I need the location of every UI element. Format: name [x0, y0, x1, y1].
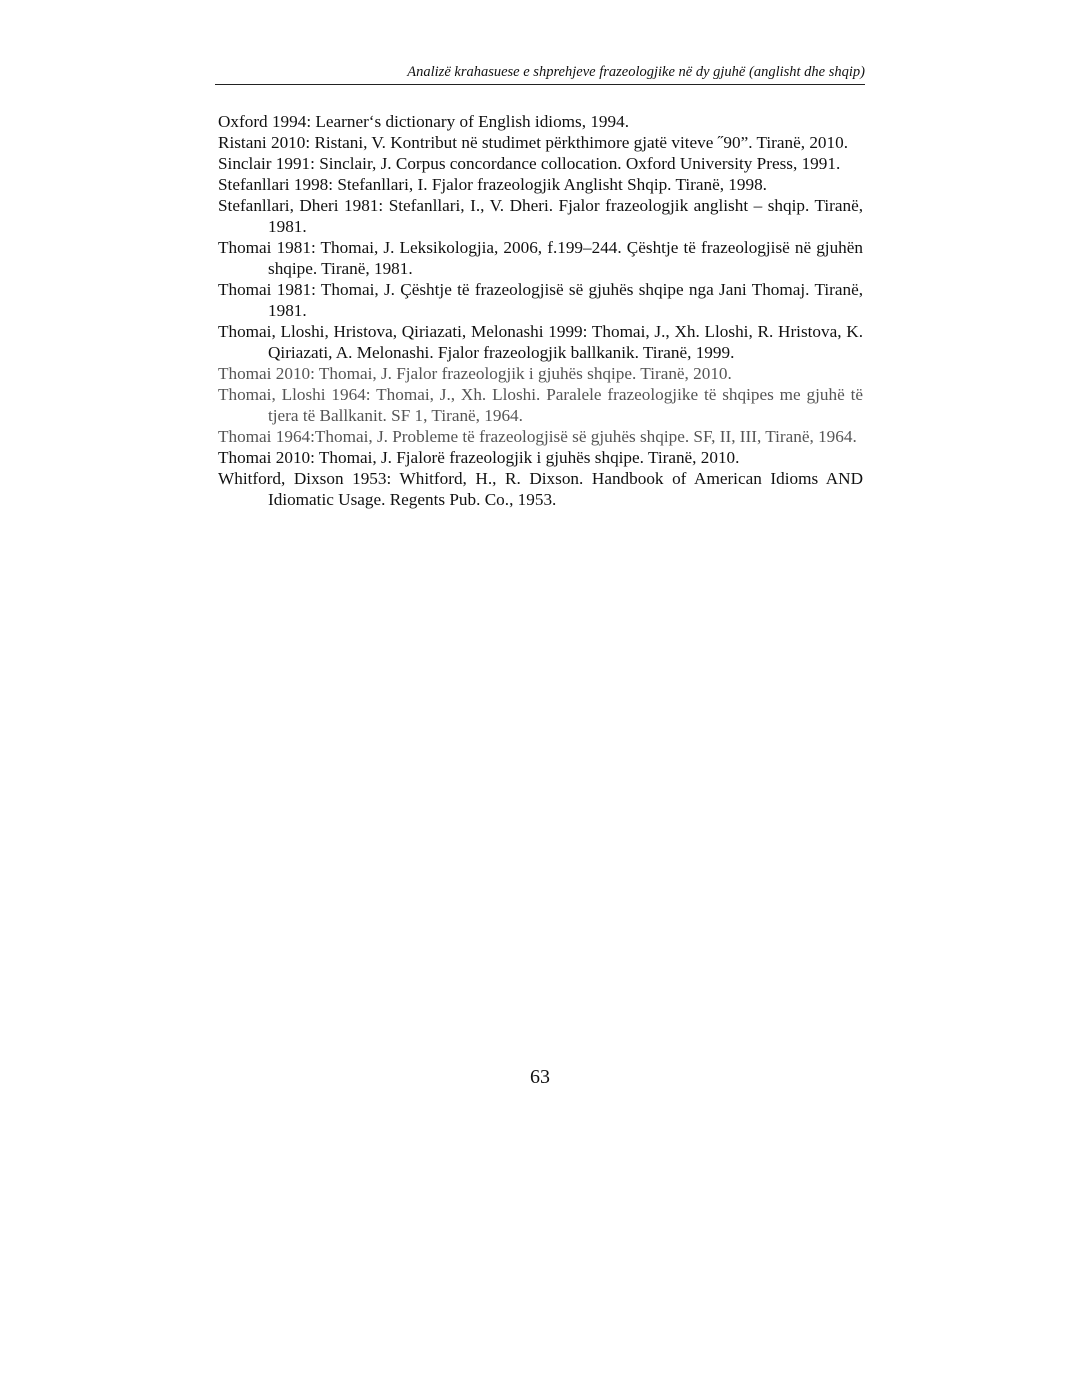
reference-entry: Stefanllari, Dheri 1981: Stefanllari, I., V. Dheri. Fjalor frazeologjik anglisht – shqip. Tiranë, 1981. [218, 196, 863, 236]
reference-entry: Thomai 1981: Thomai, J. Leksikologjia, 2006, f.199–244. Çështje të frazeologjisë në gjuhën shqipe. Tiranë, 1981. [218, 238, 863, 278]
page-number: 63 [530, 1066, 550, 1088]
reference-entry: Ristani 2010: Ristani, V. Kontribut në studimet përkthimore gjatë viteve ˝90”. Tiranë, 2010. [218, 133, 848, 152]
reference-entry: Oxford 1994: Learner‘s dictionary of English idioms, 1994. [218, 112, 629, 131]
reference-entry: Thomai 1981: Thomai, J. Çështje të frazeologjisë së gjuhës shqipe nga Jani Thomaj. Tiranë, 1981. [218, 280, 863, 320]
running-header [215, 62, 865, 85]
reference-entry: Thomai, Lloshi, Hristova, Qiriazati, Melonashi 1999: Thomai, J., Xh. Lloshi, R. Hristova, K. Qiriazati, A. Melonashi. Fjalor frazeologjik ballkanik. Tiranë, 1999. [218, 322, 863, 362]
reference-entry: Thomai, Lloshi 1964: Thomai, J., Xh. Lloshi. Paralele frazeologjike të shqipes me gjuhë të tjera të Ballkanit. SF 1, Tiranë, 1964. [218, 385, 863, 425]
reference-entry: Stefanllari 1998: Stefanllari, I. Fjalor frazeologjik Anglisht Shqip. Tiranë, 1998. [218, 175, 767, 194]
reference-entry: Thomai 1964:Thomai, J. Probleme të frazeologjisë së gjuhës shqipe. SF, II, III, Tiranë, 1964. [218, 427, 857, 446]
reference-entry: Sinclair 1991: Sinclair, J. Corpus concordance collocation. Oxford University Press, 1991. [218, 154, 841, 173]
reference-entry: Thomai 2010: Thomai, J. Fjalor frazeologjik i gjuhës shqipe. Tiranë, 2010. [218, 364, 732, 383]
reference-entry: Whitford, Dixson 1953: Whitford, H., R. Dixson. Handbook of American Idioms AND Idiomatic Usage. Regents Pub. Co., 1953. [218, 469, 863, 509]
running-title: Analizë krahasuese e shprehjeve frazeologjike në dy gjuhë (anglisht dhe shqip) [407, 64, 865, 80]
reference-entry: Thomai 2010: Thomai, J. Fjalorë frazeologjik i gjuhës shqipe. Tiranë, 2010. [218, 448, 740, 467]
reference-list [218, 111, 863, 510]
